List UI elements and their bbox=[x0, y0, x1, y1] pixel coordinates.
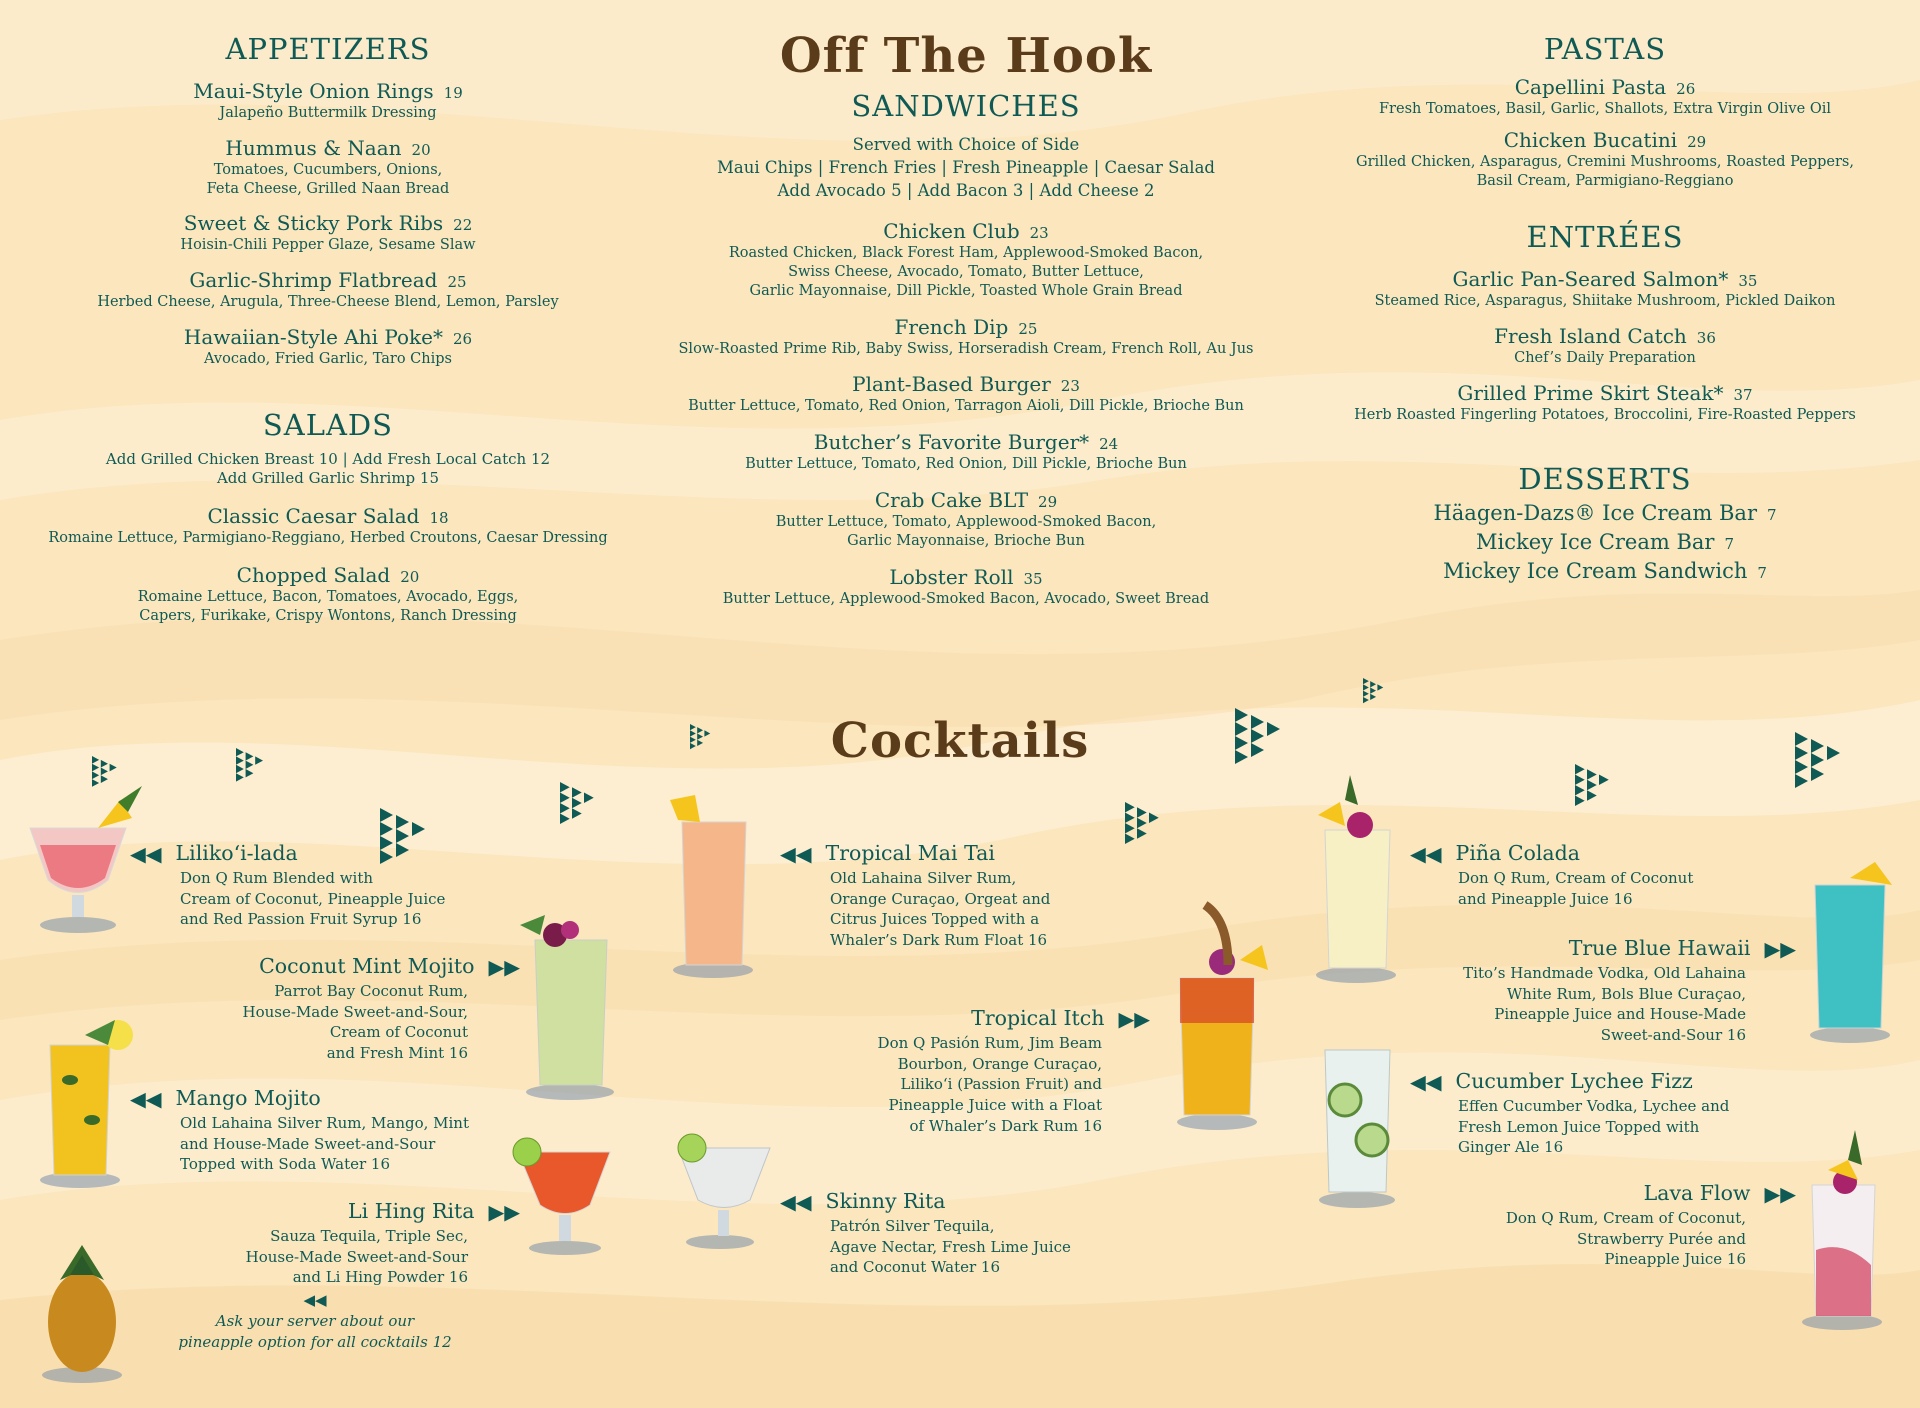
cocktail-desc: Old Lahaina Silver Rum, Mango, Mint and House-Made Sweet-and-Sour Topped with Soda Water 16 bbox=[180, 1113, 469, 1174]
item-name: Plant-Based Burger bbox=[852, 372, 1051, 397]
item-price: 37 bbox=[1733, 385, 1753, 404]
cocktail-desc: Don Q Rum, Cream of Coconut, Strawberry Purée and Pineapple Juice 16 bbox=[1505, 1208, 1746, 1269]
item-price: 7 bbox=[1757, 564, 1767, 583]
item-description: Butter Lettuce, Tomato, Red Onion, Dill Pickle, Brioche Bun bbox=[745, 456, 1187, 473]
tropical-mai-tai-glass-icon bbox=[670, 795, 753, 978]
cocktails-heading: Cocktails bbox=[830, 713, 1090, 769]
item-description: Hoisin-Chili Pepper Glaze, Sesame Slaw bbox=[180, 237, 476, 254]
cocktail-cucumber-lychee-fizz bbox=[1410, 1068, 1740, 1158]
cocktail-desc: Tito’s Handmade Vodka, Old Lahaina White Rum, Bols Blue Curaçao, Pineapple Juice and House-Made Sweet-and-Sour 16 bbox=[1463, 963, 1746, 1044]
cocktail-desc: Parrot Bay Coconut Rum, House-Made Sweet-and-Sour, Cream of Coconut and Fresh Mint 16 bbox=[242, 981, 468, 1062]
item-price: 25 bbox=[1018, 319, 1038, 338]
item-price: 36 bbox=[1696, 328, 1716, 347]
desserts-heading: DESSERTS bbox=[1518, 462, 1692, 496]
cocktail-name: Liliko‘i-lada bbox=[175, 841, 298, 865]
item-name: Häagen-Dazs® Ice Cream Bar bbox=[1433, 500, 1757, 525]
item-price: 23 bbox=[1060, 377, 1080, 396]
item-price: 23 bbox=[1029, 223, 1049, 242]
lava-flow-glass-icon bbox=[1802, 1130, 1882, 1330]
arrow-right-icon: ▶▶ bbox=[1764, 937, 1796, 962]
pineapple-icon bbox=[42, 1245, 122, 1383]
arrow-right-icon: ▶▶ bbox=[488, 1200, 520, 1225]
tropical-itch-glass-icon bbox=[1177, 905, 1268, 1130]
item-name: Mickey Ice Cream Sandwich bbox=[1443, 559, 1748, 584]
appetizers-heading: APPETIZERS bbox=[225, 32, 431, 66]
cocktail-li-hing-rita bbox=[200, 1198, 520, 1288]
item-name: Sweet & Sticky Pork Ribs bbox=[183, 211, 444, 236]
item-description: Jalapeño Buttermilk Dressing bbox=[219, 104, 437, 121]
arrow-right-icon: ▶▶ bbox=[1764, 1182, 1796, 1207]
item-name: Mickey Ice Cream Bar bbox=[1475, 530, 1715, 555]
item-description: Butter Lettuce, Applewood-Smoked Bacon, Avocado, Sweet Bread bbox=[722, 590, 1210, 607]
cocktail-lilikoi-lada bbox=[130, 840, 470, 930]
arrow-left-icon: ◀◀ bbox=[130, 842, 162, 867]
item-name: Hawaiian-Style Ahi Poke* bbox=[183, 325, 444, 350]
item-price: 22 bbox=[453, 216, 473, 235]
cocktail-desc: Don Q Pasión Rum, Jim Beam Bourbon, Orange Curaçao, Liliko‘i (Passion Fruit) and Pineapple Juice with a Float of Whaler’s Dark Rum 16 bbox=[877, 1033, 1102, 1135]
item-description: Romaine Lettuce, Parmigiano-Reggiano, Herbed Croutons, Caesar Dressing bbox=[48, 529, 608, 546]
cocktail-desc: Patrón Silver Tequila, Agave Nectar, Fresh Lime Juice and Coconut Water 16 bbox=[830, 1216, 1071, 1277]
item-description: Tomatoes, Cucumbers, Onions, Feta Cheese, Grilled Naan Bread bbox=[206, 161, 450, 197]
arrow-left-icon: ◀◀ bbox=[303, 1291, 327, 1309]
pina-colada-glass-icon bbox=[1316, 775, 1396, 983]
arrow-left-icon: ◀◀ bbox=[780, 842, 812, 867]
salads-add-line-2: Add Grilled Garlic Shrimp 15 bbox=[216, 469, 440, 488]
li-hing-rita-glass-icon bbox=[513, 1138, 610, 1255]
cocktail-name: Tropical Itch bbox=[971, 1006, 1105, 1030]
arrow-left-icon: ◀◀ bbox=[1410, 1070, 1442, 1095]
cocktail-name: Skinny Rita bbox=[825, 1189, 946, 1213]
lilikoi-lada-glass-icon bbox=[30, 786, 142, 933]
arrow-left-icon: ◀◀ bbox=[1410, 842, 1442, 867]
sandwiches-intro-3: Add Avocado 5 | Add Bacon 3 | Add Cheese 2 bbox=[777, 180, 1155, 200]
cocktail-desc: Don Q Rum, Cream of Coconut and Pineapple Juice 16 bbox=[1458, 868, 1694, 908]
item-name: Lobster Roll bbox=[889, 564, 1014, 589]
cocktail-mango-mojito bbox=[130, 1085, 490, 1175]
item-price: 7 bbox=[1766, 505, 1777, 524]
cocktail-desc: Old Lahaina Silver Rum, Orange Curaçao, Orgeat and Citrus Juices Topped with a Whaler’s Dark Rum Float 16 bbox=[830, 868, 1051, 949]
cocktail-name: Piña Colada bbox=[1455, 841, 1580, 865]
pastas-heading: PASTAS bbox=[1543, 32, 1667, 66]
skinny-rita-glass-icon bbox=[678, 1134, 770, 1249]
item-description: Chef’s Daily Preparation bbox=[1514, 349, 1696, 366]
item-price: 19 bbox=[443, 83, 463, 102]
item-description: Fresh Tomatoes, Basil, Garlic, Shallots, Extra Virgin Olive Oil bbox=[1379, 100, 1831, 117]
item-description: Roasted Chicken, Black Forest Ham, Applewood-Smoked Bacon, Swiss Cheese, Avocado, Tomato, Butter Lettuce, Garlic Mayonnaise, Dill Pickle, Toasted Whole Grain Bread bbox=[728, 244, 1204, 299]
item-price: 35 bbox=[1023, 569, 1043, 588]
item-name: Garlic Pan-Seared Salmon* bbox=[1452, 266, 1729, 291]
item-description: Butter Lettuce, Tomato, Red Onion, Tarragon Aioli, Dill Pickle, Brioche Bun bbox=[688, 398, 1244, 415]
item-description: Steamed Rice, Asparagus, Shiitake Mushroom, Pickled Daikon bbox=[1374, 292, 1836, 309]
item-name: Hummus & Naan bbox=[225, 135, 402, 160]
item-name: Fresh Island Catch bbox=[1494, 323, 1687, 348]
cocktail-name: Cucumber Lychee Fizz bbox=[1455, 1069, 1693, 1093]
item-price: 24 bbox=[1099, 435, 1119, 454]
cocktail-skinny-rita bbox=[780, 1188, 1120, 1278]
item-description: Butter Lettuce, Tomato, Applewood-Smoked Bacon, Garlic Mayonnaise, Brioche Bun bbox=[775, 514, 1157, 549]
item-price: 20 bbox=[400, 567, 420, 586]
arrow-left-icon: ◀◀ bbox=[130, 1087, 162, 1112]
item-description: Grilled Chicken, Asparagus, Cremini Mushrooms, Roasted Peppers, Basil Cream, Parmigiano-Reggiano bbox=[1356, 153, 1854, 189]
item-price: 20 bbox=[411, 140, 431, 159]
cocktail-true-blue-hawaii bbox=[1440, 935, 1796, 1046]
item-name: Garlic-Shrimp Flatbread bbox=[189, 268, 438, 293]
cocktail-tropical-mai-tai bbox=[780, 840, 1120, 951]
salads-heading: SALADS bbox=[262, 408, 394, 442]
item-description: Slow-Roasted Prime Rib, Baby Swiss, Horseradish Cream, French Roll, Au Jus bbox=[678, 340, 1254, 357]
item-price: 18 bbox=[429, 508, 449, 527]
item-name: Capellini Pasta bbox=[1514, 74, 1667, 99]
item-name: French Dip bbox=[894, 314, 1009, 339]
cocktail-name: Mango Mojito bbox=[175, 1086, 321, 1110]
pineapple-note-line-2: pineapple option for all cocktails 12 bbox=[178, 1333, 452, 1351]
cocktail-name: Coconut Mint Mojito bbox=[259, 954, 475, 978]
cocktail-pina-colada bbox=[1410, 840, 1710, 909]
pineapple-note bbox=[150, 1290, 480, 1353]
cucumber-lychee-fizz-glass-icon bbox=[1319, 1050, 1395, 1208]
cocktail-desc: Sauza Tequila, Triple Sec, House-Made Sweet-and-Sour and Li Hing Powder 16 bbox=[245, 1226, 468, 1287]
cocktail-name: Lava Flow bbox=[1643, 1181, 1751, 1205]
cocktail-tropical-itch bbox=[810, 1005, 1150, 1136]
item-description: Romaine Lettuce, Bacon, Tomatoes, Avocado, Eggs, Capers, Furikake, Crispy Wontons, Ranch Dressing bbox=[137, 588, 519, 624]
item-description: Herb Roasted Fingerling Potatoes, Broccolini, Fire-Roasted Peppers bbox=[1354, 406, 1856, 423]
item-price: 29 bbox=[1687, 132, 1707, 151]
item-name: Grilled Prime Skirt Steak* bbox=[1457, 380, 1724, 405]
item-price: 25 bbox=[447, 273, 467, 292]
salads-add-line-1: Add Grilled Chicken Breast 10 | Add Fresh Local Catch 12 bbox=[105, 449, 551, 468]
cocktail-coconut-mint-mojito bbox=[200, 953, 520, 1064]
cocktail-name: Li Hing Rita bbox=[348, 1199, 475, 1223]
coconut-mint-mojito-glass-icon bbox=[520, 915, 614, 1100]
item-name: Classic Caesar Salad bbox=[207, 503, 420, 528]
restaurant-title: Off The Hook bbox=[779, 28, 1153, 84]
pineapple-note-line-1: Ask your server about our bbox=[215, 1312, 415, 1330]
item-price: 26 bbox=[453, 330, 473, 349]
item-price: 29 bbox=[1038, 493, 1058, 512]
cocktail-name: Tropical Mai Tai bbox=[825, 841, 995, 865]
cocktail-name: True Blue Hawaii bbox=[1568, 936, 1751, 960]
item-name: Chopped Salad bbox=[236, 562, 391, 587]
sandwiches-intro-2: Maui Chips | French Fries | Fresh Pineapple | Caesar Salad bbox=[717, 157, 1215, 177]
cocktail-lava-flow bbox=[1440, 1180, 1796, 1270]
arrow-left-icon: ◀◀ bbox=[780, 1190, 812, 1215]
item-name: Chicken Club bbox=[883, 218, 1020, 243]
sandwiches-heading: SANDWICHES bbox=[851, 88, 1081, 123]
item-name: Chicken Bucatini bbox=[1503, 127, 1678, 152]
item-price: 26 bbox=[1676, 79, 1696, 98]
arrow-right-icon: ▶▶ bbox=[488, 955, 520, 980]
item-description: Herbed Cheese, Arugula, Three-Cheese Blend, Lemon, Parsley bbox=[97, 294, 559, 311]
item-price: 35 bbox=[1738, 271, 1758, 290]
sandwiches-intro-1: Served with Choice of Side bbox=[852, 134, 1080, 154]
entrees-heading: ENTRÉES bbox=[1526, 220, 1684, 254]
item-price: 7 bbox=[1724, 535, 1734, 554]
item-name: Butcher’s Favorite Burger* bbox=[813, 430, 1090, 455]
item-name: Maui-Style Onion Rings bbox=[193, 78, 434, 103]
arrow-right-icon: ▶▶ bbox=[1118, 1007, 1150, 1032]
mango-mojito-glass-icon bbox=[40, 1020, 133, 1188]
item-description: Avocado, Fried Garlic, Taro Chips bbox=[204, 351, 452, 368]
cocktail-desc: Effen Cucumber Vodka, Lychee and Fresh Lemon Juice Topped with Ginger Ale 16 bbox=[1458, 1096, 1730, 1157]
item-name: Crab Cake BLT bbox=[874, 488, 1029, 513]
true-blue-hawaii-glass-icon bbox=[1810, 862, 1892, 1043]
cocktail-desc: Don Q Rum Blended with Cream of Coconut, Pineapple Juice and Red Passion Fruit Syrup 16 bbox=[180, 868, 446, 929]
